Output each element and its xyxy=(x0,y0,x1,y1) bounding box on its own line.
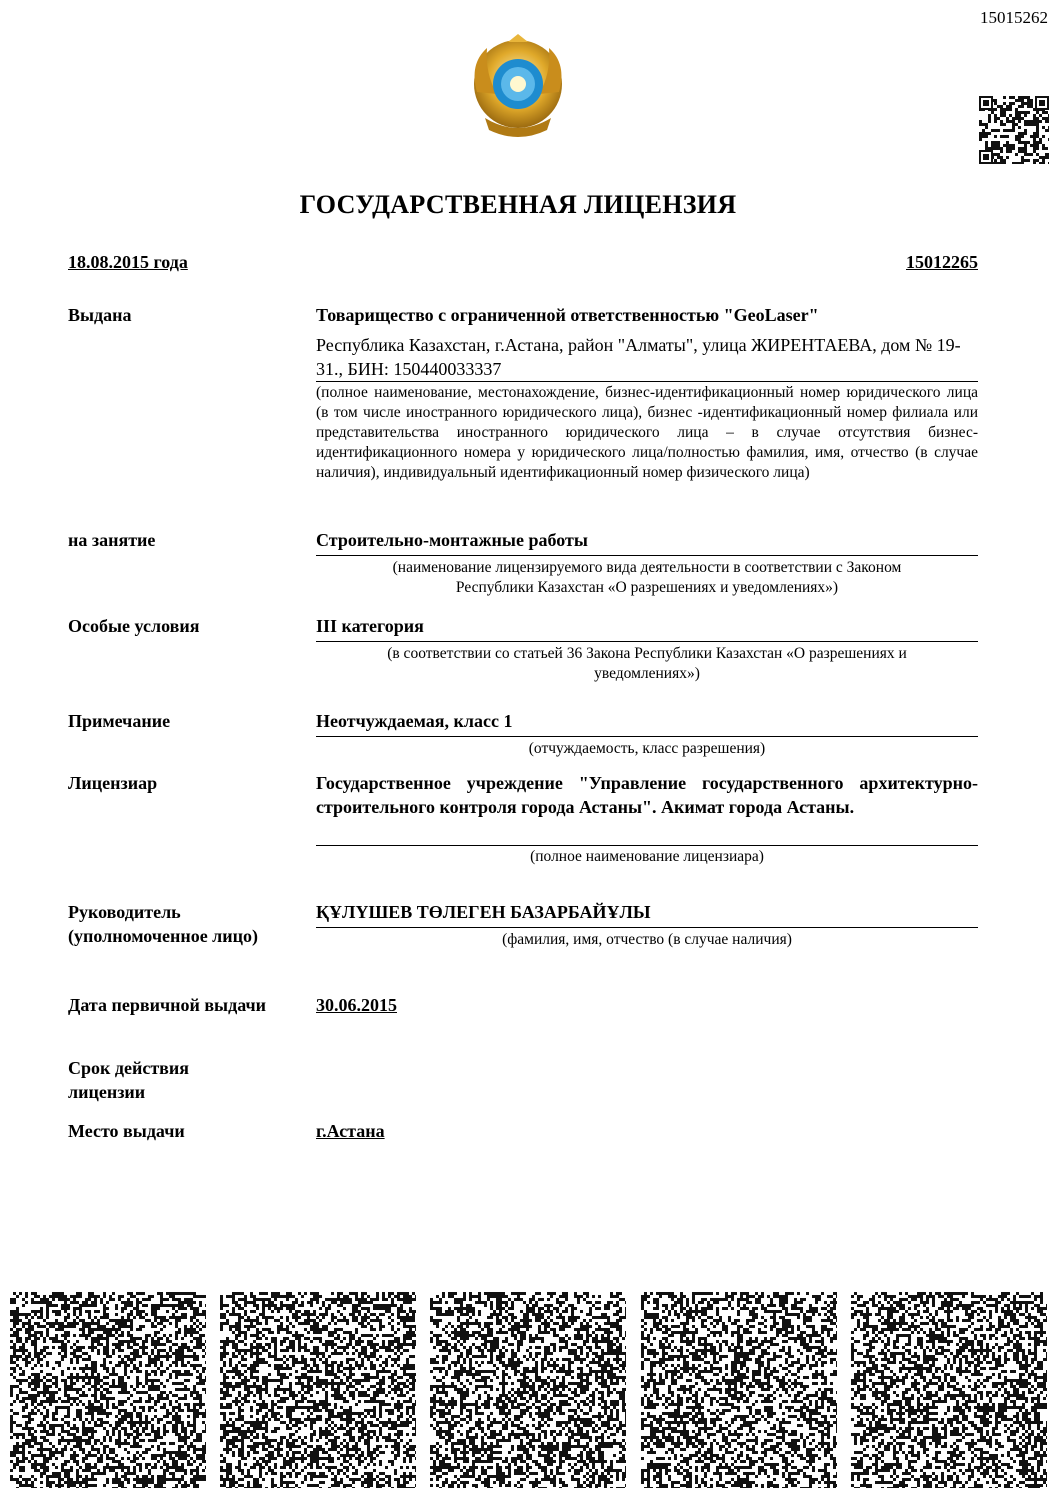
barcode-icon xyxy=(430,1292,626,1488)
place-value: г.Астана xyxy=(316,1121,385,1141)
remark-note: (отчуждаемость, класс разрешения) xyxy=(528,740,766,757)
issued-to-note: (полное наименование, местонахождение, бизнес-идентификационный номер юридического лица (в том числе иностранного юридического лица), бизнес -идентификационный номер филиала или представительства иностранного юридического лица – в случае отсутствия бизнес-идентификационного номера у юридического лица/полностью фамилия, имя, отчество (в случае наличия), индивидуальный идентификационный номер физического лица) xyxy=(316,384,978,481)
validity-label: Срок действия лицензии xyxy=(68,1058,190,1102)
activity-label: на занятие xyxy=(68,530,156,550)
divider xyxy=(316,381,978,382)
issue-date: 18.08.2015 года xyxy=(68,252,188,272)
special-conditions-note: (в соответствии со статьей 36 Закона Республики Казахстан «О разрешениях и уведомлениях») xyxy=(387,645,907,682)
page-title: ГОСУДАРСТВЕННАЯ ЛИЦЕНЗИЯ xyxy=(299,190,737,219)
licensor-note: (полное наименование лицензиара) xyxy=(530,848,764,865)
issued-to-address: Республика Казахстан, г.Астана, район "Алматы", улица ЖИРЕНТАЕВА, дом № 19-31., БИН: 150440033337 xyxy=(316,335,961,379)
special-conditions-label: Особые условия xyxy=(68,616,200,636)
licensor-value: Государственное учреждение "Управление государственного архитектурно-строительного контроля города Астаны". Акимат города Астаны. xyxy=(316,773,978,817)
remark-value: Неотчуждаемая, класс 1 xyxy=(316,711,513,731)
place-label: Место выдачи xyxy=(68,1121,185,1141)
issued-to-name: Товарищество с ограниченной ответственностью "GeoLaser" xyxy=(316,305,819,325)
divider xyxy=(316,927,978,928)
remark-label: Примечание xyxy=(68,711,171,731)
head-label: Руководитель (уполномоченное лицо) xyxy=(68,902,259,946)
state-emblem-icon xyxy=(463,34,573,144)
divider xyxy=(316,641,978,642)
licensor-label: Лицензиар xyxy=(68,773,158,793)
divider xyxy=(316,845,978,846)
first-issue-label: Дата первичной выдачи xyxy=(68,995,267,1015)
divider xyxy=(316,736,978,737)
divider xyxy=(316,555,978,556)
activity-note: (наименование лицензируемого вида деятельности в соответствии с Законом Республики Казахстан «О разрешениях и уведомлениях») xyxy=(392,559,902,596)
qr-code-icon xyxy=(979,96,1049,164)
barcode-icon xyxy=(851,1292,1047,1488)
head-note: (фамилия, имя, отчество (в случае наличия) xyxy=(502,931,792,948)
barcode-icon xyxy=(641,1292,837,1488)
issued-to-label: Выдана xyxy=(68,305,132,325)
document-number: 15015262 xyxy=(980,8,1048,27)
head-value: ҚҰЛҮШЕВ ТӨЛЕГЕН БАЗАРБАЙҰЛЫ xyxy=(316,902,651,922)
barcode-icon xyxy=(10,1292,206,1488)
activity-value: Строительно-монтажные работы xyxy=(316,530,588,550)
barcode-icon xyxy=(220,1292,416,1488)
special-conditions-value: III категория xyxy=(316,616,424,636)
first-issue-value: 30.06.2015 xyxy=(316,995,397,1015)
license-number: 15012265 xyxy=(906,252,978,272)
